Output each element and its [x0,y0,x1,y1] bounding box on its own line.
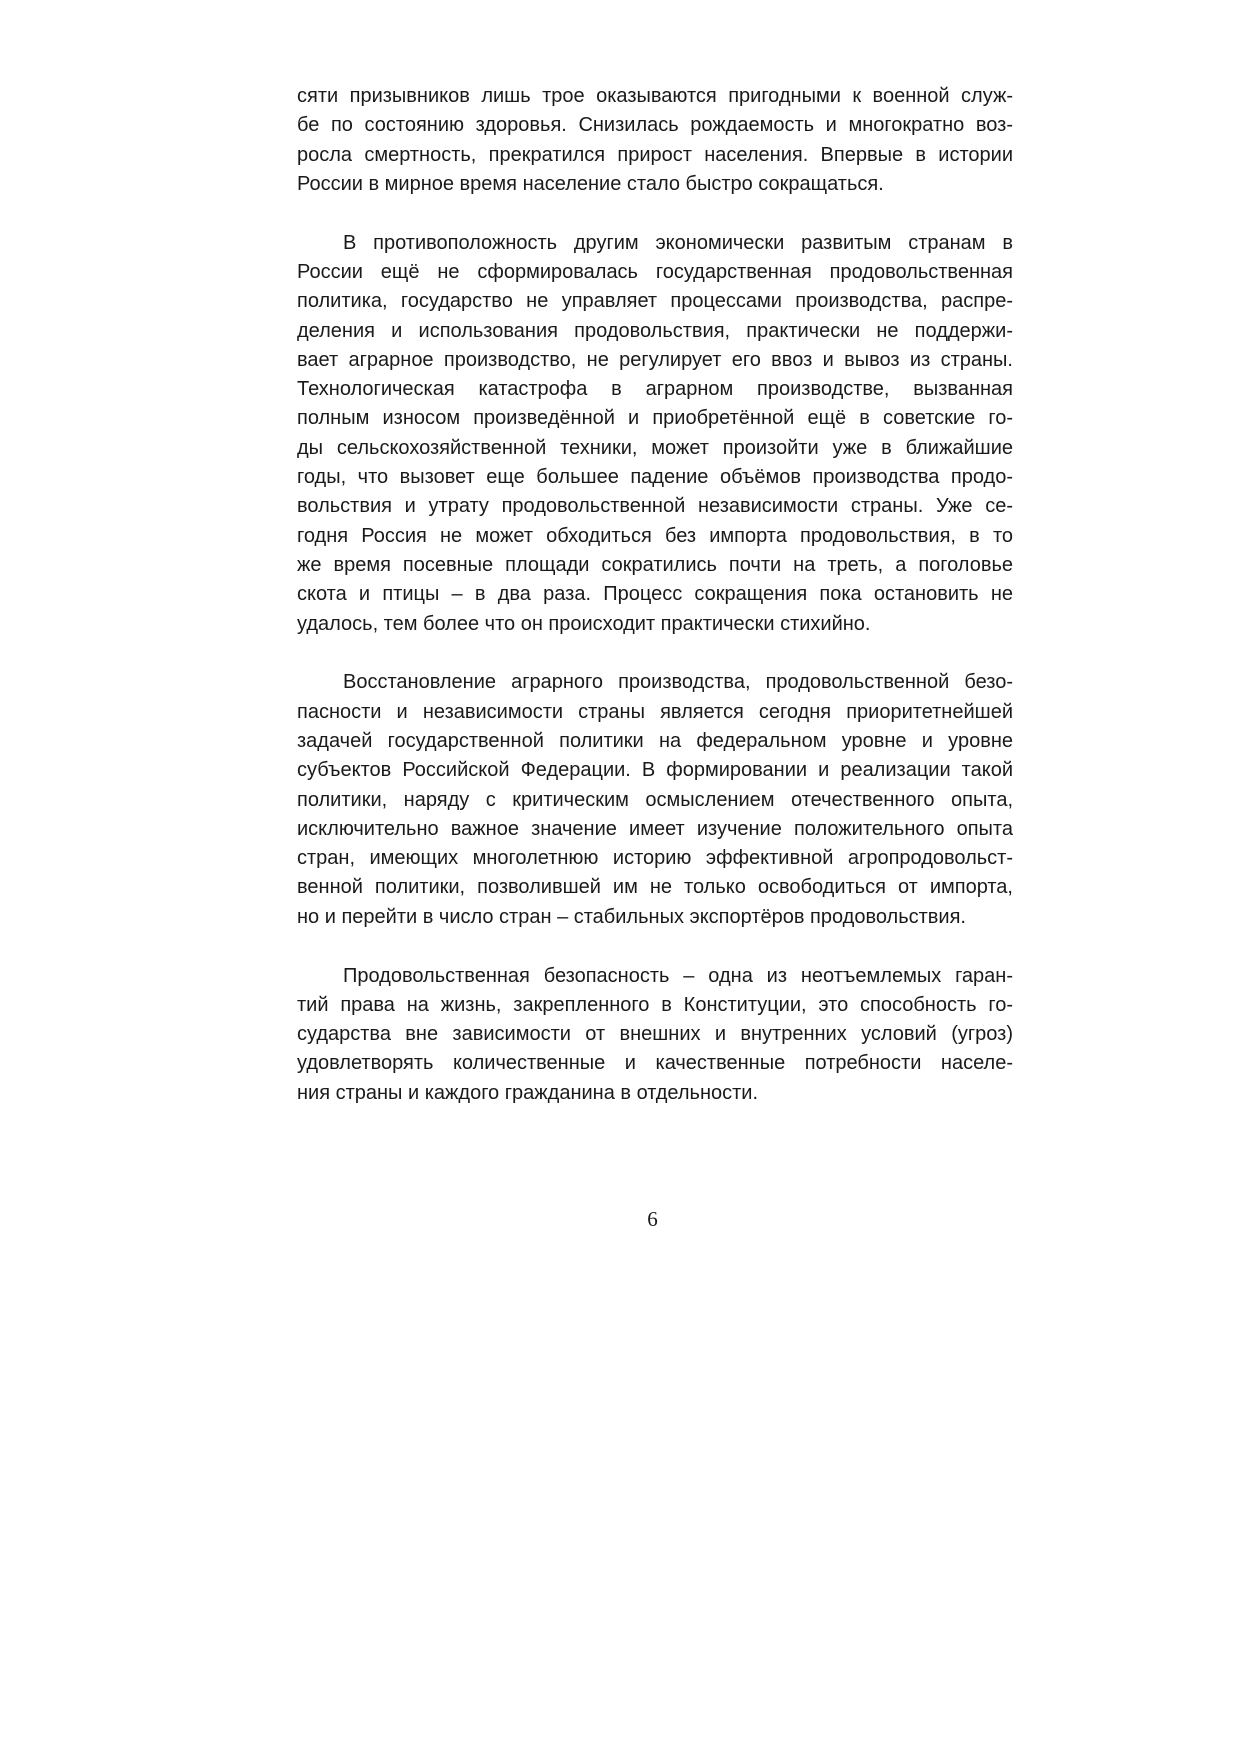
text-line: задачей государственной политики на федеральном уровне и уровне [297,729,1013,752]
text-line: скота и птицы – в два раза. Процесс сокращения пока остановить не [297,583,1013,606]
text-line: сударства вне зависимости от внешних и внутренних условий (угроз) [297,1023,1013,1046]
text-line: субъектов Российской Федерации. В формировании и реализации такой [297,759,1013,782]
paragraph [297,229,1013,639]
text-line: деления и использования продовольствия, практически не поддержи- [297,319,1013,342]
text-line: бе по состоянию здоровья. Снизилась рождаемость и многократно воз- [297,114,1013,137]
body-text [297,82,1013,1108]
text-line: вольствия и утрату продовольственной независимости страны. Уже се- [297,495,1013,518]
text-line: политики, наряду с критическим осмыслением отечественного опыта, [297,788,1013,811]
paragraph [297,668,1013,932]
page-number: 6 [647,1207,658,1231]
text-line: В противоположность другим экономически развитым странам в [343,231,1013,254]
text-line: годы, что вызовет еще большее падение объёмов производства продо- [297,466,1013,489]
text-line: но и перейти в число стран – стабильных экспортёров продовольствия. [297,905,966,928]
text-line: пасности и независимости страны является сегодня приоритетнейшей [297,700,1013,723]
text-line: России в мирное время население стало быстро сокращаться. [297,172,884,195]
text-line: годня Россия не может обходиться без импорта продовольствия, в то [297,524,1013,547]
text-line: росла смертность, прекратился прирост населения. Впервые в истории [297,143,1013,166]
paragraph [297,82,1013,199]
text-line: удовлетворять количественные и качественные потребности населе- [297,1052,1013,1075]
text-line: политика, государство не управляет процессами производства, распре- [297,290,1013,313]
text-line: Восстановление аграрного производства, продовольственной безо- [343,671,1013,694]
text-line: венной политики, позволившей им не только освободиться от импорта, [297,876,1013,899]
text-line: ния страны и каждого гражданина в отдельности. [297,1081,759,1104]
text-line: тий права на жизнь, закрепленного в Конституции, это способность го- [297,993,1013,1016]
text-line: полным износом произведённой и приобретённой ещё в советские го- [297,407,1013,430]
text-line: вает аграрное производство, не регулирует его ввоз и вывоз из страны. [297,348,1013,371]
text-line: исключительно важное значение имеет изучение положительного опыта [297,817,1013,840]
text-line: удалось, тем более что он происходит практически стихийно. [297,612,871,635]
text-line: ды сельскохозяйственной техники, может произойти уже в ближайшие [297,436,1013,459]
text-line: сяти призывников лишь трое оказываются пригодными к военной служ- [297,85,1013,107]
paragraph-gap [297,639,1013,669]
text-line: Технологическая катастрофа в аграрном производстве, вызванная [297,378,1013,401]
paragraph-gap [297,932,1013,962]
text-line: России ещё не сформировалась государственная продовольственная [297,260,1013,283]
text-line: стран, имеющих многолетнюю историю эффективной агропродовольст- [297,847,1013,870]
paragraph [297,962,1013,1108]
text-line: же время посевные площади сократились почти на треть, а поголовье [297,553,1013,576]
text-line: Продовольственная безопасность – одна из неотъемлемых гаран- [343,964,1013,987]
paragraph-gap [297,199,1013,229]
